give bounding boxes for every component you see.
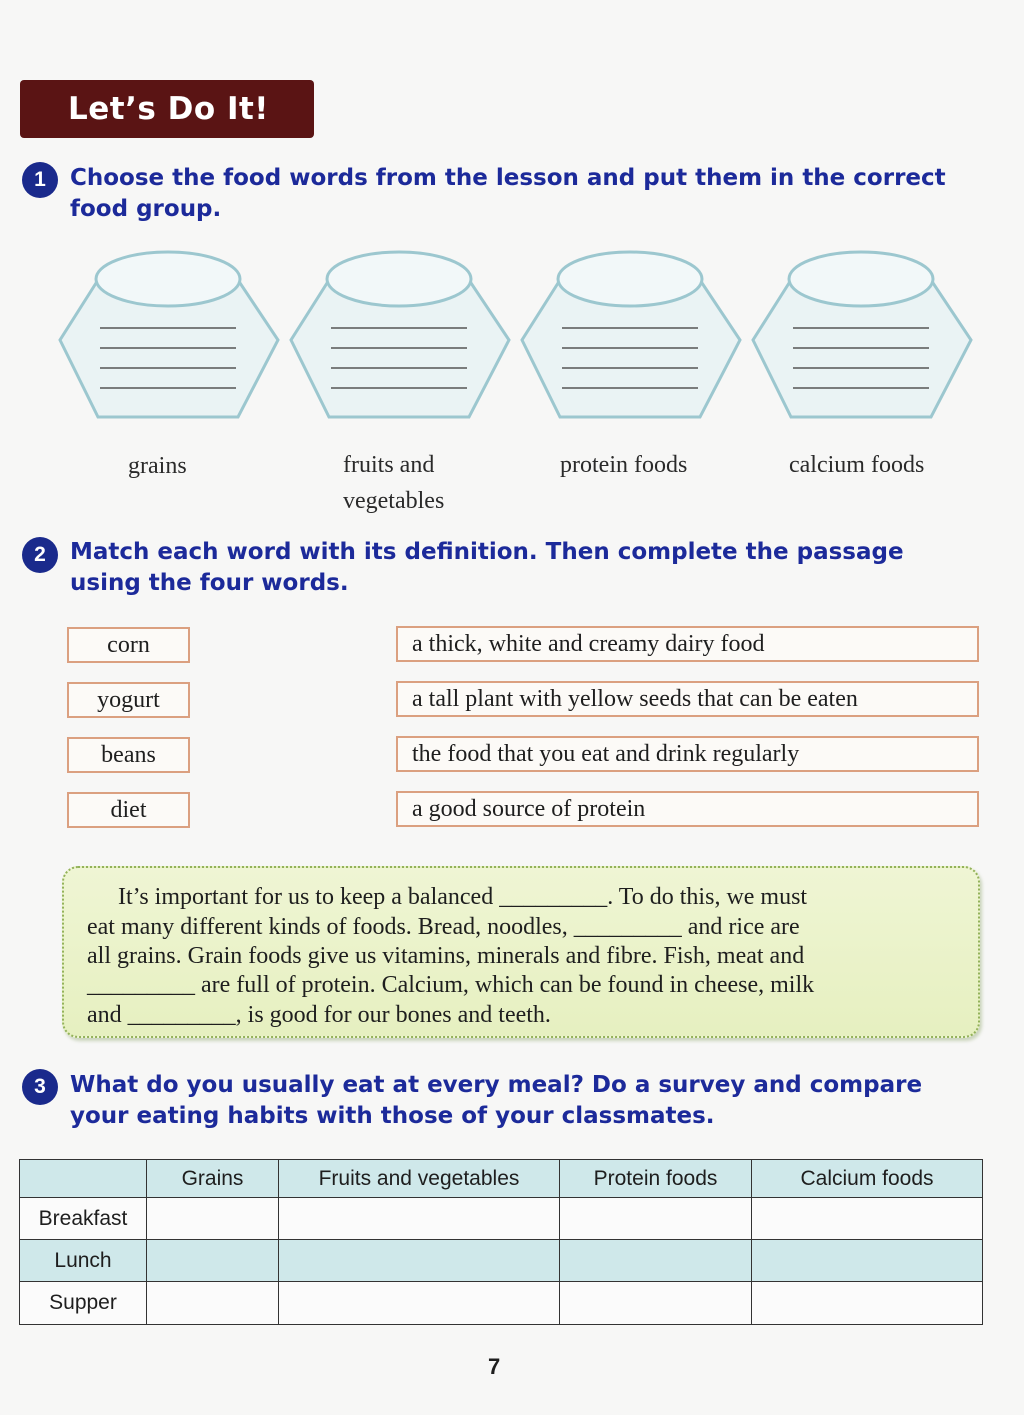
table-cell[interactable] [279, 1198, 560, 1240]
pot-calcium-foods[interactable] [753, 252, 971, 417]
table-header-corner [20, 1160, 147, 1198]
question-2-number: 2 [22, 537, 58, 573]
question-1-line-2: food group. [70, 196, 222, 222]
pot-label-protein-text: protein foods [560, 452, 688, 478]
pot-label-calcium-text: calcium foods [789, 452, 925, 478]
table-cell[interactable] [147, 1282, 279, 1325]
question-3-number: 3 [22, 1069, 58, 1105]
word-box-beans[interactable]: beans [67, 737, 190, 773]
passage-line-1: It’s important for us to keep a balanced _________. To do this, we must [118, 884, 808, 910]
question-2-instruction [70, 537, 904, 599]
table-header-grains: Grains [147, 1160, 279, 1198]
food-group-pots [55, 245, 985, 425]
passage-line-5: and _________, is good for our bones and teeth. [87, 1002, 551, 1028]
pot-protein-foods[interactable] [522, 252, 740, 417]
table-cell[interactable] [752, 1240, 983, 1282]
definition-box-4[interactable]: a good source of protein [396, 791, 979, 827]
table-header-row [20, 1160, 983, 1198]
question-1-instruction [70, 163, 946, 225]
passage-line-2: eat many different kinds of foods. Bread, noodles, _________ and rice are [87, 914, 800, 940]
question-3-line-1: What do you usually eat at every meal? Do a survey and compare [70, 1072, 923, 1098]
pot-label-grains [128, 448, 187, 484]
definition-box-2[interactable]: a tall plant with yellow seeds that can be eaten [396, 681, 979, 717]
page-number: 7 [488, 1354, 501, 1379]
word-box-corn[interactable]: corn [67, 627, 190, 663]
survey-table [19, 1159, 983, 1325]
table-row-supper [20, 1282, 983, 1325]
table-cell[interactable] [560, 1282, 752, 1325]
table-row-breakfast [20, 1198, 983, 1240]
pot-label-fruits-line-2: vegetables [343, 488, 445, 514]
table-row-lunch [20, 1240, 983, 1282]
pot-label-grains-text: grains [128, 453, 187, 479]
question-3-instruction [70, 1070, 922, 1132]
question-1-line-1: Choose the food words from the lesson and put them in the correct [70, 165, 946, 191]
table-header-calcium: Calcium foods [752, 1160, 983, 1198]
table-cell[interactable] [147, 1240, 279, 1282]
section-title-banner [20, 80, 314, 138]
table-cell[interactable] [560, 1240, 752, 1282]
passage-line-4: _________ are full of protein. Calcium, which can be found in cheese, milk [87, 972, 815, 998]
table-cell[interactable] [752, 1198, 983, 1240]
row-label-breakfast: Breakfast [20, 1198, 147, 1240]
table-cell[interactable] [560, 1198, 752, 1240]
definition-box-1[interactable]: a thick, white and creamy dairy food [396, 626, 979, 662]
pot-label-fruits-line-1: fruits and [343, 452, 435, 478]
table-header-fruits-vegetables: Fruits and vegetables [279, 1160, 560, 1198]
question-1-number: 1 [22, 162, 58, 198]
pot-grains[interactable] [60, 252, 278, 417]
pot-fruits-vegetables[interactable] [291, 252, 509, 417]
row-label-lunch: Lunch [20, 1240, 147, 1282]
row-label-supper: Supper [20, 1282, 147, 1325]
word-box-diet[interactable]: diet [67, 792, 190, 828]
word-box-yogurt[interactable]: yogurt [67, 682, 190, 718]
table-cell[interactable] [752, 1282, 983, 1325]
pot-label-protein [560, 447, 687, 483]
question-2-line-1: Match each word with its definition. Then complete the passage [70, 539, 904, 565]
table-header-protein: Protein foods [560, 1160, 752, 1198]
pot-label-calcium [789, 447, 924, 483]
definition-box-3[interactable]: the food that you eat and drink regularly [396, 736, 979, 772]
question-2-line-2: using the four words. [70, 570, 349, 596]
pot-label-fruits-vegetables [343, 447, 444, 519]
table-cell[interactable] [279, 1240, 560, 1282]
question-3-line-2: your eating habits with those of your classmates. [70, 1103, 715, 1129]
table-cell[interactable] [279, 1282, 560, 1325]
table-cell[interactable] [147, 1198, 279, 1240]
section-title: Let’s Do It! [68, 91, 269, 127]
passage-line-3: all grains. Grain foods give us vitamins, minerals and fibre. Fish, meat and [87, 943, 805, 969]
